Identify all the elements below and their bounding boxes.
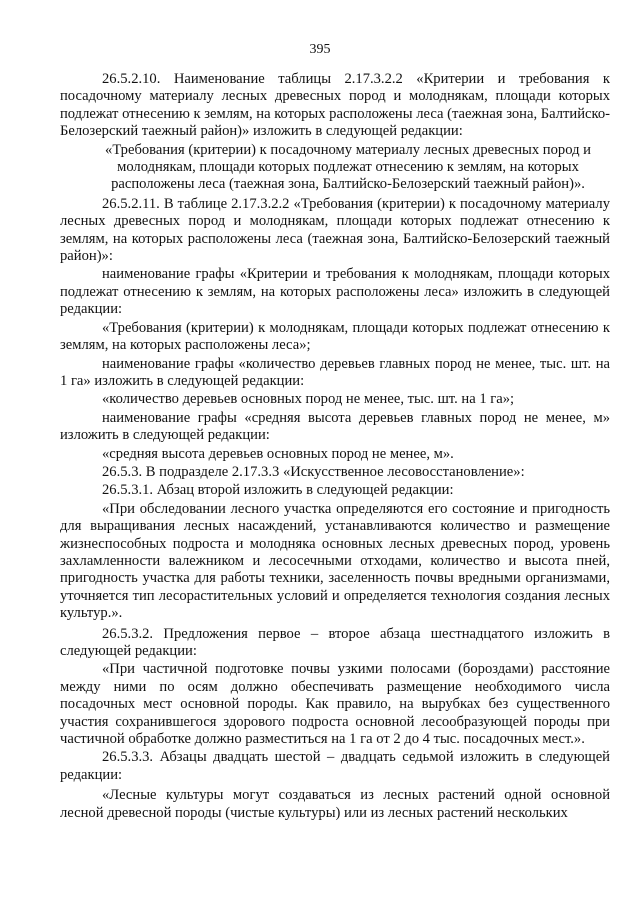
paragraph-26-5-3-2: 26.5.3.2. Предложения первое – второе абзаца шестнадцатого изложить в следующей редакции: [60,625,610,659]
document-body [60,71,610,823]
paragraph-26-5-3-3: 26.5.3.3. Абзацы двадцать шестой – двадцать седьмой изложить в следующей редакции: [60,749,610,783]
quoted-column-name-3: «средняя высота деревьев основных пород не менее, м». [102,445,454,462]
page-number: 395 [309,42,331,57]
quoted-column-name-1: «Требования (критерии) к молоднякам, площади которых подлежат отнесению к землям, на которых расположены леса»; [60,319,610,354]
quoted-table-title: «Требования (критерии) к посадочному материалу лесных древесных пород и молоднякам, площади которых подлежат отнесению к землям, на которых расположены леса (таежная зона, Балтийско-Белозерский таежный район)». [105,141,591,193]
paragraph-26-5-3: 26.5.3. В подразделе 2.17.3.3 «Искусственное лесовосстановление»: [102,463,525,480]
paragraph-column-name-2: наименование графы «количество деревьев главных пород не менее, тыс. шт. на 1 га» изложить в следующей редакции: [60,355,610,389]
paragraph-column-name-3: наименование графы «средняя высота деревьев главных пород не менее, м» изложить в следующей редакции: [60,409,610,444]
quoted-paragraph-forest-cultures: «Лесные культуры могут создаваться из лесных растений одной основной лесной древесной породы (чистые культуры) или из лесных растений нескольких [60,787,610,821]
paragraph-column-name-1: наименование графы «Критерии и требования к молоднякам, площади которых подлежат отнесению к землям, на которых расположены леса» изложить в следующей редакции: [60,266,610,318]
paragraph-26-5-2-11: 26.5.2.11. В таблице 2.17.3.2.2 «Требования (критерии) к посадочному материалу лесных древесных пород и молоднякам, площади которых подлежат отнесению к землям, на которых расположены леса (таежная зона, Балтийско-Белозерский таежный район)»: [60,195,610,265]
paragraph-26-5-2-10: 26.5.2.10. Наименование таблицы 2.17.3.2.2 «Критерии и требования к посадочному материалу лесных древесных пород и молоднякам, площади которых подлежат отнесению к землям, на которых расположены леса (таежная зона, Балтийско-Белозерский таежный район)» изложить в следующей редакции: [60,71,611,140]
paragraph-26-5-3-1: 26.5.3.1. Абзац второй изложить в следующей редакции: [102,482,454,499]
quoted-column-name-2: «количество деревьев основных пород не менее, тыс. шт. на 1 га»; [102,391,515,408]
quoted-paragraph-survey: «При обследовании лесного участка определяются его состояние и пригодность для выращивания лесных насаждений, устанавливаются количество и размещение жизнеспособных подроста и молодняка основных лесных древесных пород, уровень захламленности валежником и лесосечными отходами, количество и высота пней, пригодность участка для работы техники, заселенность почвы вредными организмами, уточняется тип лесорастительных условий и определяется технология создания лесных культур.». [60,500,610,622]
quoted-paragraph-soil-preparation: «При частичной подготовке почвы узкими полосами (бороздами) расстояние между ними по осям должно обеспечивать размещение необходимого числа посадочных мест основной породы. Как правило, на вырубках без существенного участия сохранившегося здорового подроста основной лесообразующей породы при частичной обработке должно разместиться на 1 га от 2 до 4 тыс. посадочных мест.». [60,661,610,748]
